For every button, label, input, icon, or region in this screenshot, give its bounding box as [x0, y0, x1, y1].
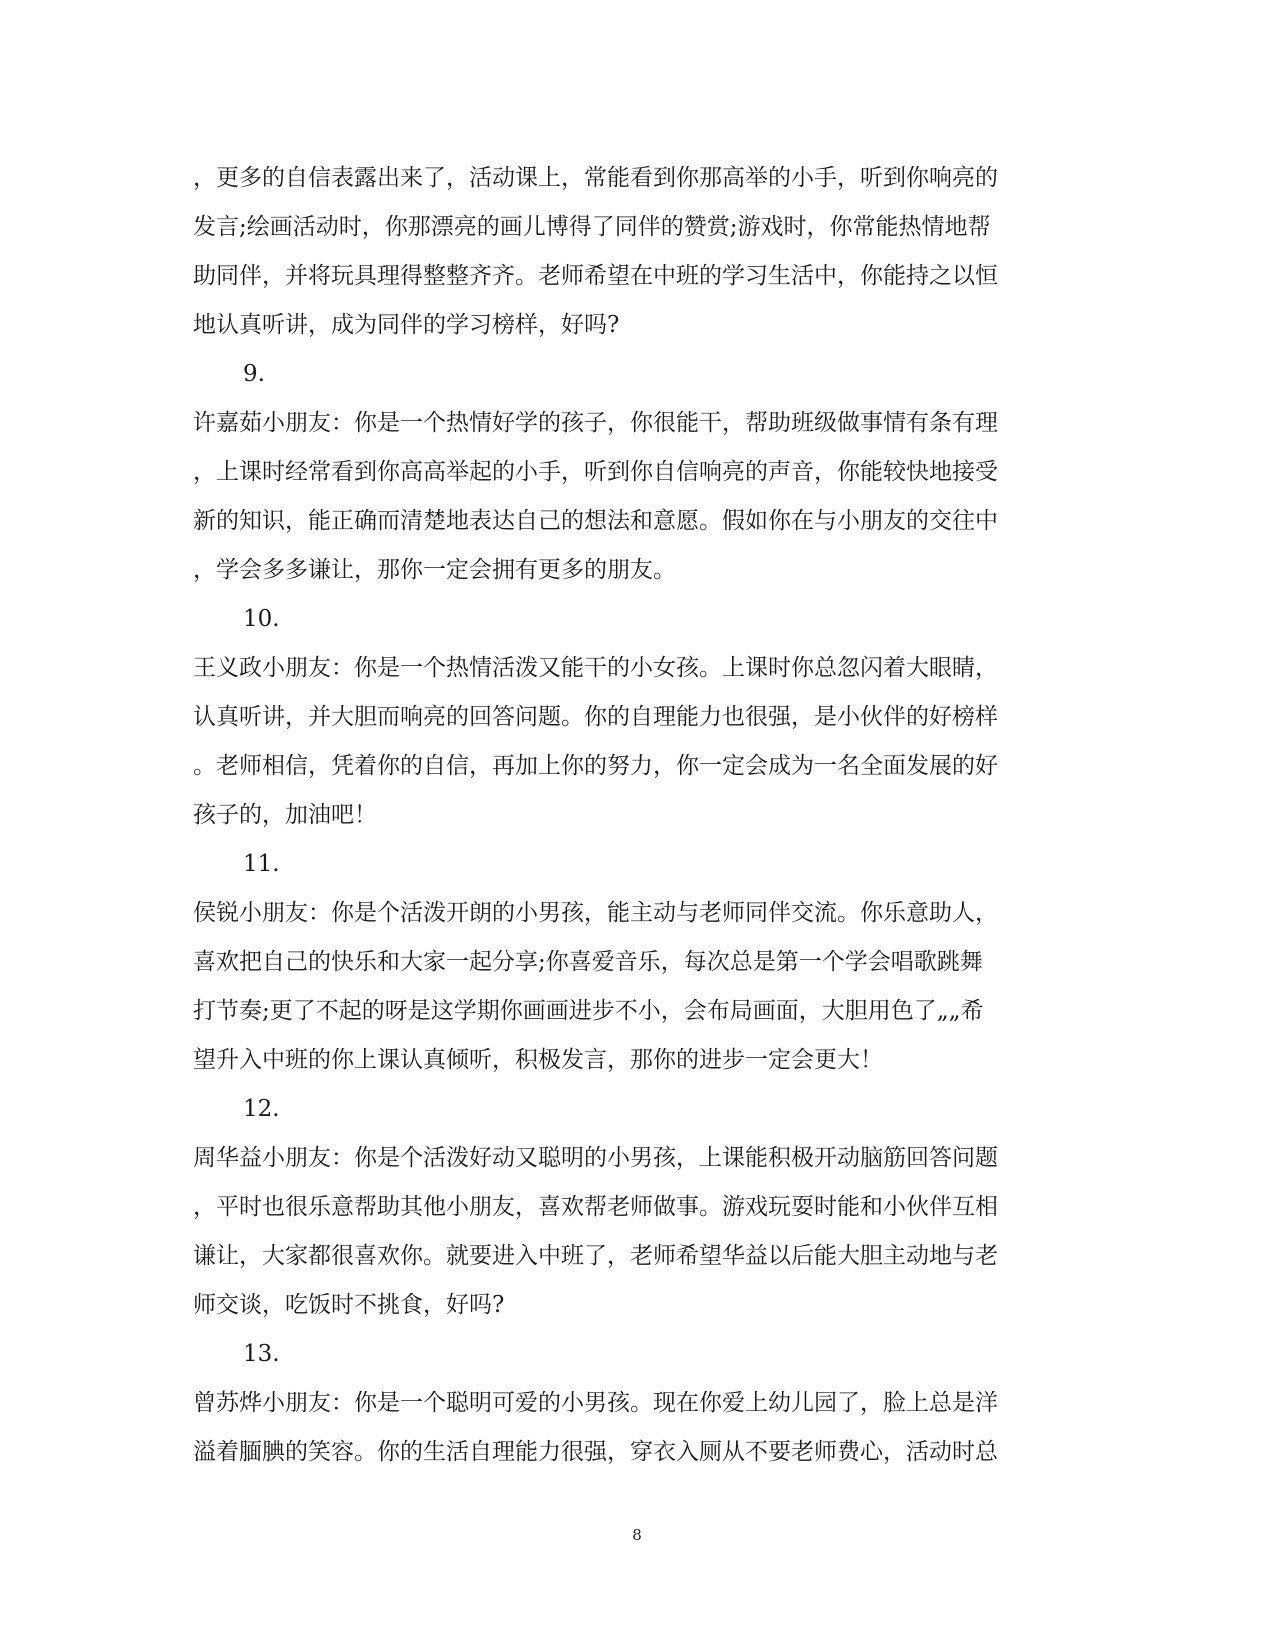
item-number: 10. [243, 606, 280, 632]
document-body [193, 154, 1073, 1477]
text-line: 师交谈，吃饭时不挑食，好吗? [193, 1292, 505, 1318]
text-line: 侯锐小朋友：你是个活泼开朗的小男孩，能主动与老师同伴交流。你乐意助人， [193, 900, 998, 926]
item-number: 9. [243, 361, 265, 387]
text-line: 认真听讲，并大胆而响亮的回答问题。你的自理能力也很强，是小伙伴的好榜样 [193, 704, 998, 730]
text-line: ，更多的自信表露出来了，活动课上，常能看到你那高举的小手，听到你响亮的 [193, 165, 998, 191]
text-line: 周华益小朋友：你是个活泼好动又聪明的小男孩，上课能积极开动脑筋回答问题 [193, 1145, 998, 1171]
text-line: 许嘉茹小朋友：你是一个热情好学的孩子，你很能干，帮助班级做事情有条有理 [193, 410, 998, 436]
text-line: 望升入中班的你上课认真倾听，积极发言，那你的进步一定会更大！ [193, 1047, 883, 1073]
item-number: 12. [243, 1096, 280, 1122]
text-line: ，学会多多谦让，那你一定会拥有更多的朋友。 [193, 557, 676, 583]
page-number: 8 [632, 1526, 642, 1544]
item-number: 11. [243, 851, 280, 877]
text-line: 助同伴，并将玩具理得整整齐齐。老师希望在中班的学习生活中，你能持之以恒 [193, 263, 998, 289]
text-line: ，平时也很乐意帮助其他小朋友，喜欢帮老师做事。游戏玩耍时能和小伙伴互相 [193, 1194, 998, 1220]
text-line: 发言;绘画活动时，你那漂亮的画儿博得了同伴的赞赏;游戏时，你常能热情地帮 [193, 214, 991, 240]
text-line: ，上课时经常看到你高高举起的小手，听到你自信响亮的声音，你能较快地接受 [193, 459, 998, 485]
text-line: 打节奏;更了不起的呀是这学期你画画进步不小，会布局画面，大胆用色了„„希 [193, 998, 984, 1024]
text-line: 谦让，大家都很喜欢你。就要进入中班了，老师希望华益以后能大胆主动地与老 [193, 1243, 998, 1269]
text-line: 。老师相信，凭着你的自信，再加上你的努力，你一定会成为一名全面发展的好 [193, 753, 998, 779]
text-line: 溢着腼腆的笑容。你的生活自理能力很强，穿衣入厕从不要老师费心，活动时总 [193, 1439, 998, 1465]
text-line: 曾苏烨小朋友：你是一个聪明可爱的小男孩。现在你爱上幼儿园了，脸上总是洋 [193, 1390, 998, 1416]
text-line: 王义政小朋友：你是一个热情活泼又能干的小女孩。上课时你总忽闪着大眼睛， [193, 655, 998, 681]
text-line: 孩子的，加油吧！ [193, 802, 377, 828]
item-number: 13. [243, 1341, 280, 1367]
text-line: 喜欢把自己的快乐和大家一起分享;你喜爱音乐，每次总是第一个学会唱歌跳舞 [193, 949, 983, 975]
text-line: 新的知识，能正确而清楚地表达自己的想法和意愿。假如你在与小朋友的交往中 [193, 508, 998, 534]
text-line: 地认真听讲，成为同伴的学习榜样，好吗? [193, 312, 620, 338]
